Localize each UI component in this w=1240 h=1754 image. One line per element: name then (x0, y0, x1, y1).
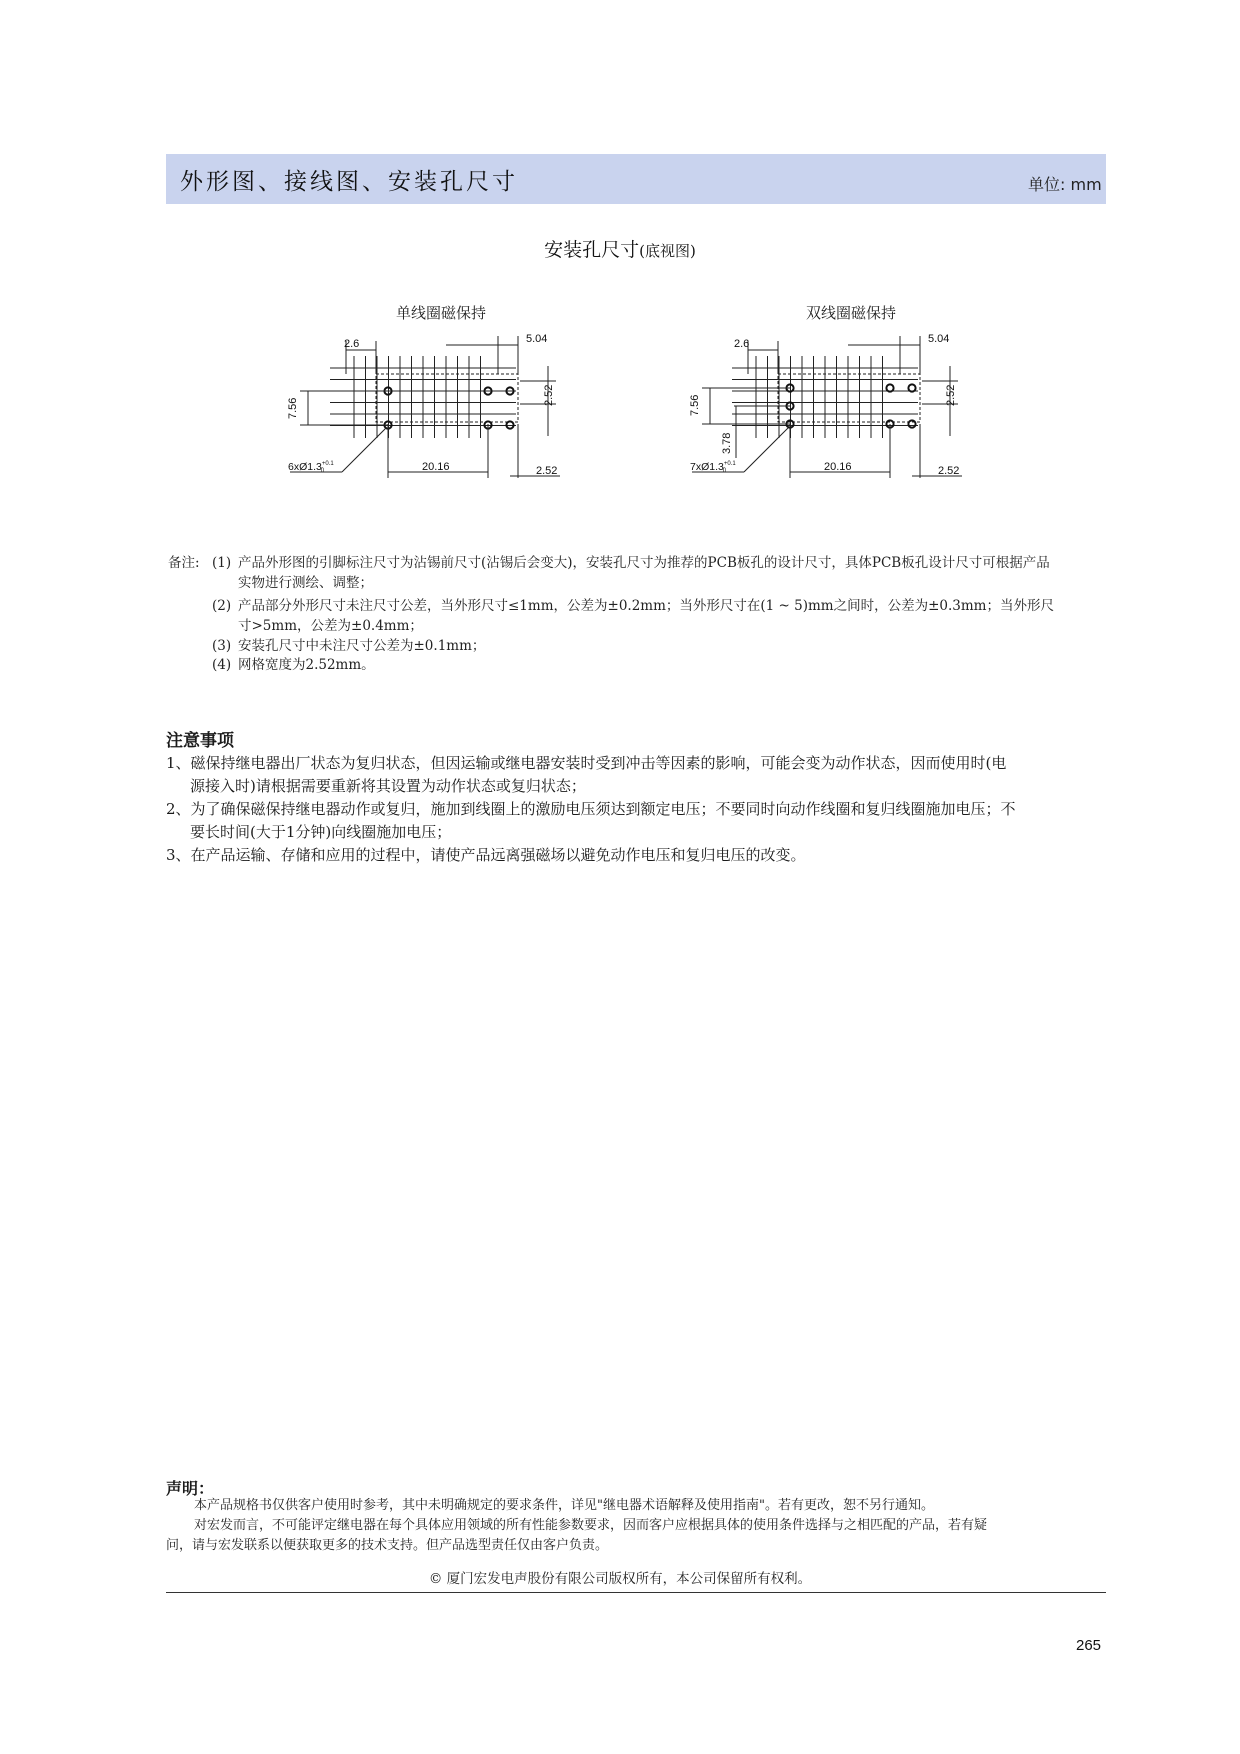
caution-1-line-2: 源接入时)请根据需要重新将其设置为动作状态或复归状态； (190, 777, 586, 795)
section-title (0, 235, 1240, 262)
page-title: 外形图、接线图、安装孔尺寸 (180, 169, 518, 195)
caution-2-line-2: 要长时间(大于1分钟)向线圈施加电压； (190, 823, 452, 841)
dim-right: 2.52 (543, 384, 555, 406)
note-4-line-1: 网格宽度为2.52mm。 (238, 657, 375, 673)
hole-callout-main: 6xØ1.3 (288, 461, 322, 473)
page-number: 265 (1076, 1637, 1102, 1654)
unit-label: 单位: mm (1028, 175, 1102, 194)
dim-bottom: 20.16 (422, 461, 450, 473)
note-4-num: (4) (212, 657, 232, 673)
relay-outline (778, 374, 920, 422)
copyright-notice: © 厦门宏发电声股份有限公司版权所有，本公司保留所有权利。 (428, 1571, 812, 1587)
mounting-hole-diagram-single-coil (270, 326, 580, 486)
caution-3-line-1: 3、在产品运输、存储和应用的过程中，请使产品远离强磁场以避免动作电压和复归电压的改变。 (166, 846, 806, 864)
dim-top-left: 2.6 (344, 338, 360, 350)
hole-callout-main: 7xØ1.3 (690, 461, 724, 473)
declaration-line-2: 对宏发而言，不可能评定继电器在每个具体应用领域的所有性能参数要求，因而客户应根据具体的使用条件选择与之相匹配的产品，若有疑 (194, 1518, 988, 1533)
mounting-hole-diagram-double-coil (672, 326, 982, 486)
dim-top-left: 2.6 (734, 338, 750, 350)
note-2-num: (2) (212, 598, 232, 614)
note-1-num: (1) (212, 555, 232, 571)
hole-tol-lower: 0 (722, 468, 727, 474)
note-3-line-1: 安装孔尺寸中未注尺寸公差为±0.1mm； (238, 638, 486, 654)
hole-tol-lower: 0 (320, 468, 325, 474)
dim-right: 2.52 (945, 384, 957, 406)
declaration-line-1: 本产品规格书仅供客户使用时参考，其中未明确规定的要求条件，详见"继电器术语解释及使用指南"。若有更改，恕不另行通知。 (194, 1498, 934, 1513)
hole-tol-upper: +0.1 (321, 461, 334, 467)
dim-left-lower: 3.78 (721, 432, 733, 454)
dimension-lines (290, 336, 560, 478)
note-2-line-1: 产品部分外形尺寸未注尺寸公差，当外形尺寸≤1mm，公差为±0.2mm；当外形尺寸在(1 ~ 5)mm之间时，公差为±0.3mm；当外形尺 (238, 598, 1054, 614)
dim-bottom-right: 2.52 (938, 465, 960, 477)
note-1-line-2: 实物进行测绘、调整； (238, 575, 373, 591)
section-title-main: 安装孔尺寸 (544, 239, 640, 261)
dimension-lines (692, 336, 962, 478)
diagram-label-single-coil: 单线圈磁保持 (396, 304, 487, 322)
footer-divider (166, 1592, 1106, 1593)
dim-bottom-right: 2.52 (536, 465, 558, 477)
pin-holes (384, 387, 513, 428)
note-3-num: (3) (212, 638, 232, 654)
notes-label: 备注: (168, 555, 200, 571)
dim-top-right: 5.04 (928, 333, 950, 345)
note-2-line-2: 寸>5mm，公差为±0.4mm； (238, 618, 423, 634)
pin-hole (908, 420, 915, 427)
dim-left: 7.56 (287, 397, 299, 419)
dim-top-right: 5.04 (526, 333, 548, 345)
section-title-sub: (底视图) (639, 242, 696, 260)
note-1-line-1: 产品外形图的引脚标注尺寸为沾锡前尺寸(沾锡后会变大)，安装孔尺寸为推荐的PCB板孔的设计尺寸，具体PCB板孔设计尺寸可根据产品 (238, 555, 1050, 571)
dim-bottom: 20.16 (824, 461, 852, 473)
caution-1-line-1: 1、磁保持继电器出厂状态为复归状态，但因运输或继电器安装时受到冲击等因素的影响，可能会变为动作状态，因而使用时(电 (166, 754, 1007, 772)
declaration-title: 声明： (166, 1479, 215, 1498)
cautions-title: 注意事项 (166, 731, 234, 751)
relay-outline (376, 374, 518, 422)
declaration-line-3: 问，请与宏发联系以便获取更多的技术支持。但产品选型责任仅由客户负责。 (166, 1538, 609, 1553)
caution-2-line-1: 2、为了确保磁保持继电器动作或复归，施加到线圈上的激励电压须达到额定电压；不要同时向动作线圈和复归线圈施加电压；不 (166, 800, 1016, 818)
hole-tol-upper: +0.1 (723, 461, 736, 467)
diagram-label-double-coil: 双线圈磁保持 (806, 304, 897, 322)
dim-left: 7.56 (689, 394, 701, 416)
